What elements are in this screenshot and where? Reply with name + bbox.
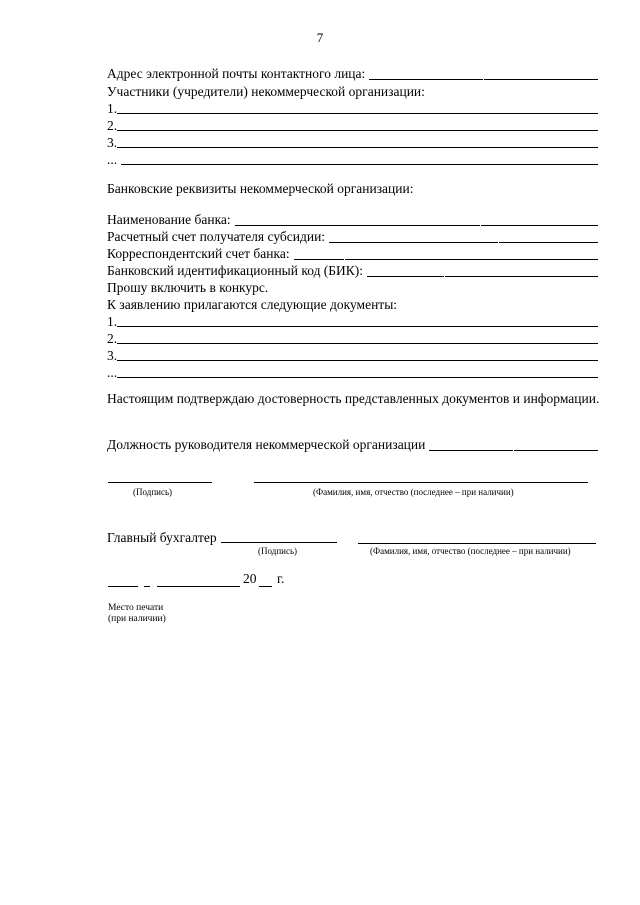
document-item-1 — [107, 314, 598, 330]
document-item-3 — [107, 348, 598, 364]
contact-email-row — [107, 66, 598, 82]
founders-label: Участники (учредители) некоммерческой организации: — [107, 84, 425, 99]
documents-label: К заявлению прилагаются следующие документы: — [107, 297, 398, 312]
head-full-name-caption: (Фамилия, имя, отчество (последнее – при наличии) — [313, 487, 514, 497]
document-field-2[interactable] — [117, 343, 598, 344]
document-field-3[interactable] — [117, 360, 598, 361]
seal-label: Место печати — [108, 603, 164, 613]
contact-email-label: Адрес электронной почты контактного лица: — [107, 66, 366, 81]
documents-heading — [107, 297, 598, 313]
document-item-number: 3. — [107, 348, 118, 363]
chief-accountant-row — [107, 530, 337, 546]
founders-row — [107, 84, 598, 100]
founder-field-1[interactable] — [117, 113, 598, 114]
head-full-name-field[interactable] — [254, 482, 588, 483]
head-signature-caption: (Подпись) — [133, 487, 173, 497]
document-field-more[interactable] — [117, 377, 598, 378]
founder-field-3[interactable] — [117, 147, 598, 148]
head-position-row — [107, 437, 598, 453]
founder-item-3 — [107, 135, 598, 151]
chief-accountant-signature-field[interactable] — [221, 542, 337, 543]
date-year-prefix: 20 — [243, 571, 257, 586]
corr-account-row — [107, 246, 598, 262]
seal-note: (при наличии) — [108, 614, 166, 624]
head-signature-field[interactable] — [108, 482, 212, 483]
document-item-number: ... — [107, 365, 118, 380]
founder-field-more[interactable] — [121, 164, 598, 165]
date-year-field[interactable] — [259, 586, 272, 587]
bank-details-label: Банковские реквизиты некоммерческой организации: — [107, 181, 414, 196]
founder-item-number: 1. — [107, 101, 118, 116]
document-item-number: 2. — [107, 331, 118, 346]
chief-accountant-label: Главный бухгалтер — [107, 530, 217, 545]
founder-item-more — [107, 152, 598, 168]
include-request-row — [107, 280, 598, 296]
date-day-field[interactable] — [108, 586, 138, 587]
account-row — [107, 229, 598, 245]
date-month-field[interactable] — [157, 586, 240, 587]
founder-item-number: 3. — [107, 135, 118, 150]
founder-item-number: ... — [107, 152, 118, 167]
page-number: 7 — [316, 30, 324, 45]
accountant-full-name-field[interactable] — [358, 543, 596, 544]
corr-account-label: Корреспондентский счет банка: — [107, 246, 290, 261]
document-item-more — [107, 365, 598, 381]
founder-item-1 — [107, 101, 598, 117]
head-position-label: Должность руководителя некоммерческой организации — [107, 437, 426, 452]
include-request-text: Прошу включить в конкурс. — [107, 280, 269, 295]
founder-field-2[interactable] — [117, 130, 598, 131]
founder-item-number: 2. — [107, 118, 118, 133]
accountant-full-name-caption: (Фамилия, имя, отчество (последнее – при наличии) — [370, 546, 571, 556]
document-field-1[interactable] — [117, 326, 598, 327]
date-year-suffix: г. — [277, 571, 285, 586]
bank-name-row — [107, 212, 598, 228]
bank-name-label: Наименование банка: — [107, 212, 231, 227]
bik-label: Банковский идентификационный код (БИК): — [107, 263, 364, 278]
document-item-2 — [107, 331, 598, 347]
confirmation-paragraph — [58, 390, 600, 407]
bik-row — [107, 263, 598, 279]
founder-item-2 — [107, 118, 598, 134]
confirmation-text: Настоящим подтверждаю достоверность представленных документов и информации. — [107, 391, 600, 406]
accountant-signature-caption: (Подпись) — [258, 546, 298, 556]
date-day-field-tail[interactable] — [144, 586, 150, 587]
account-label: Расчетный счет получателя субсидии: — [107, 229, 326, 244]
bank-details-heading — [107, 181, 598, 197]
document-item-number: 1. — [107, 314, 118, 329]
